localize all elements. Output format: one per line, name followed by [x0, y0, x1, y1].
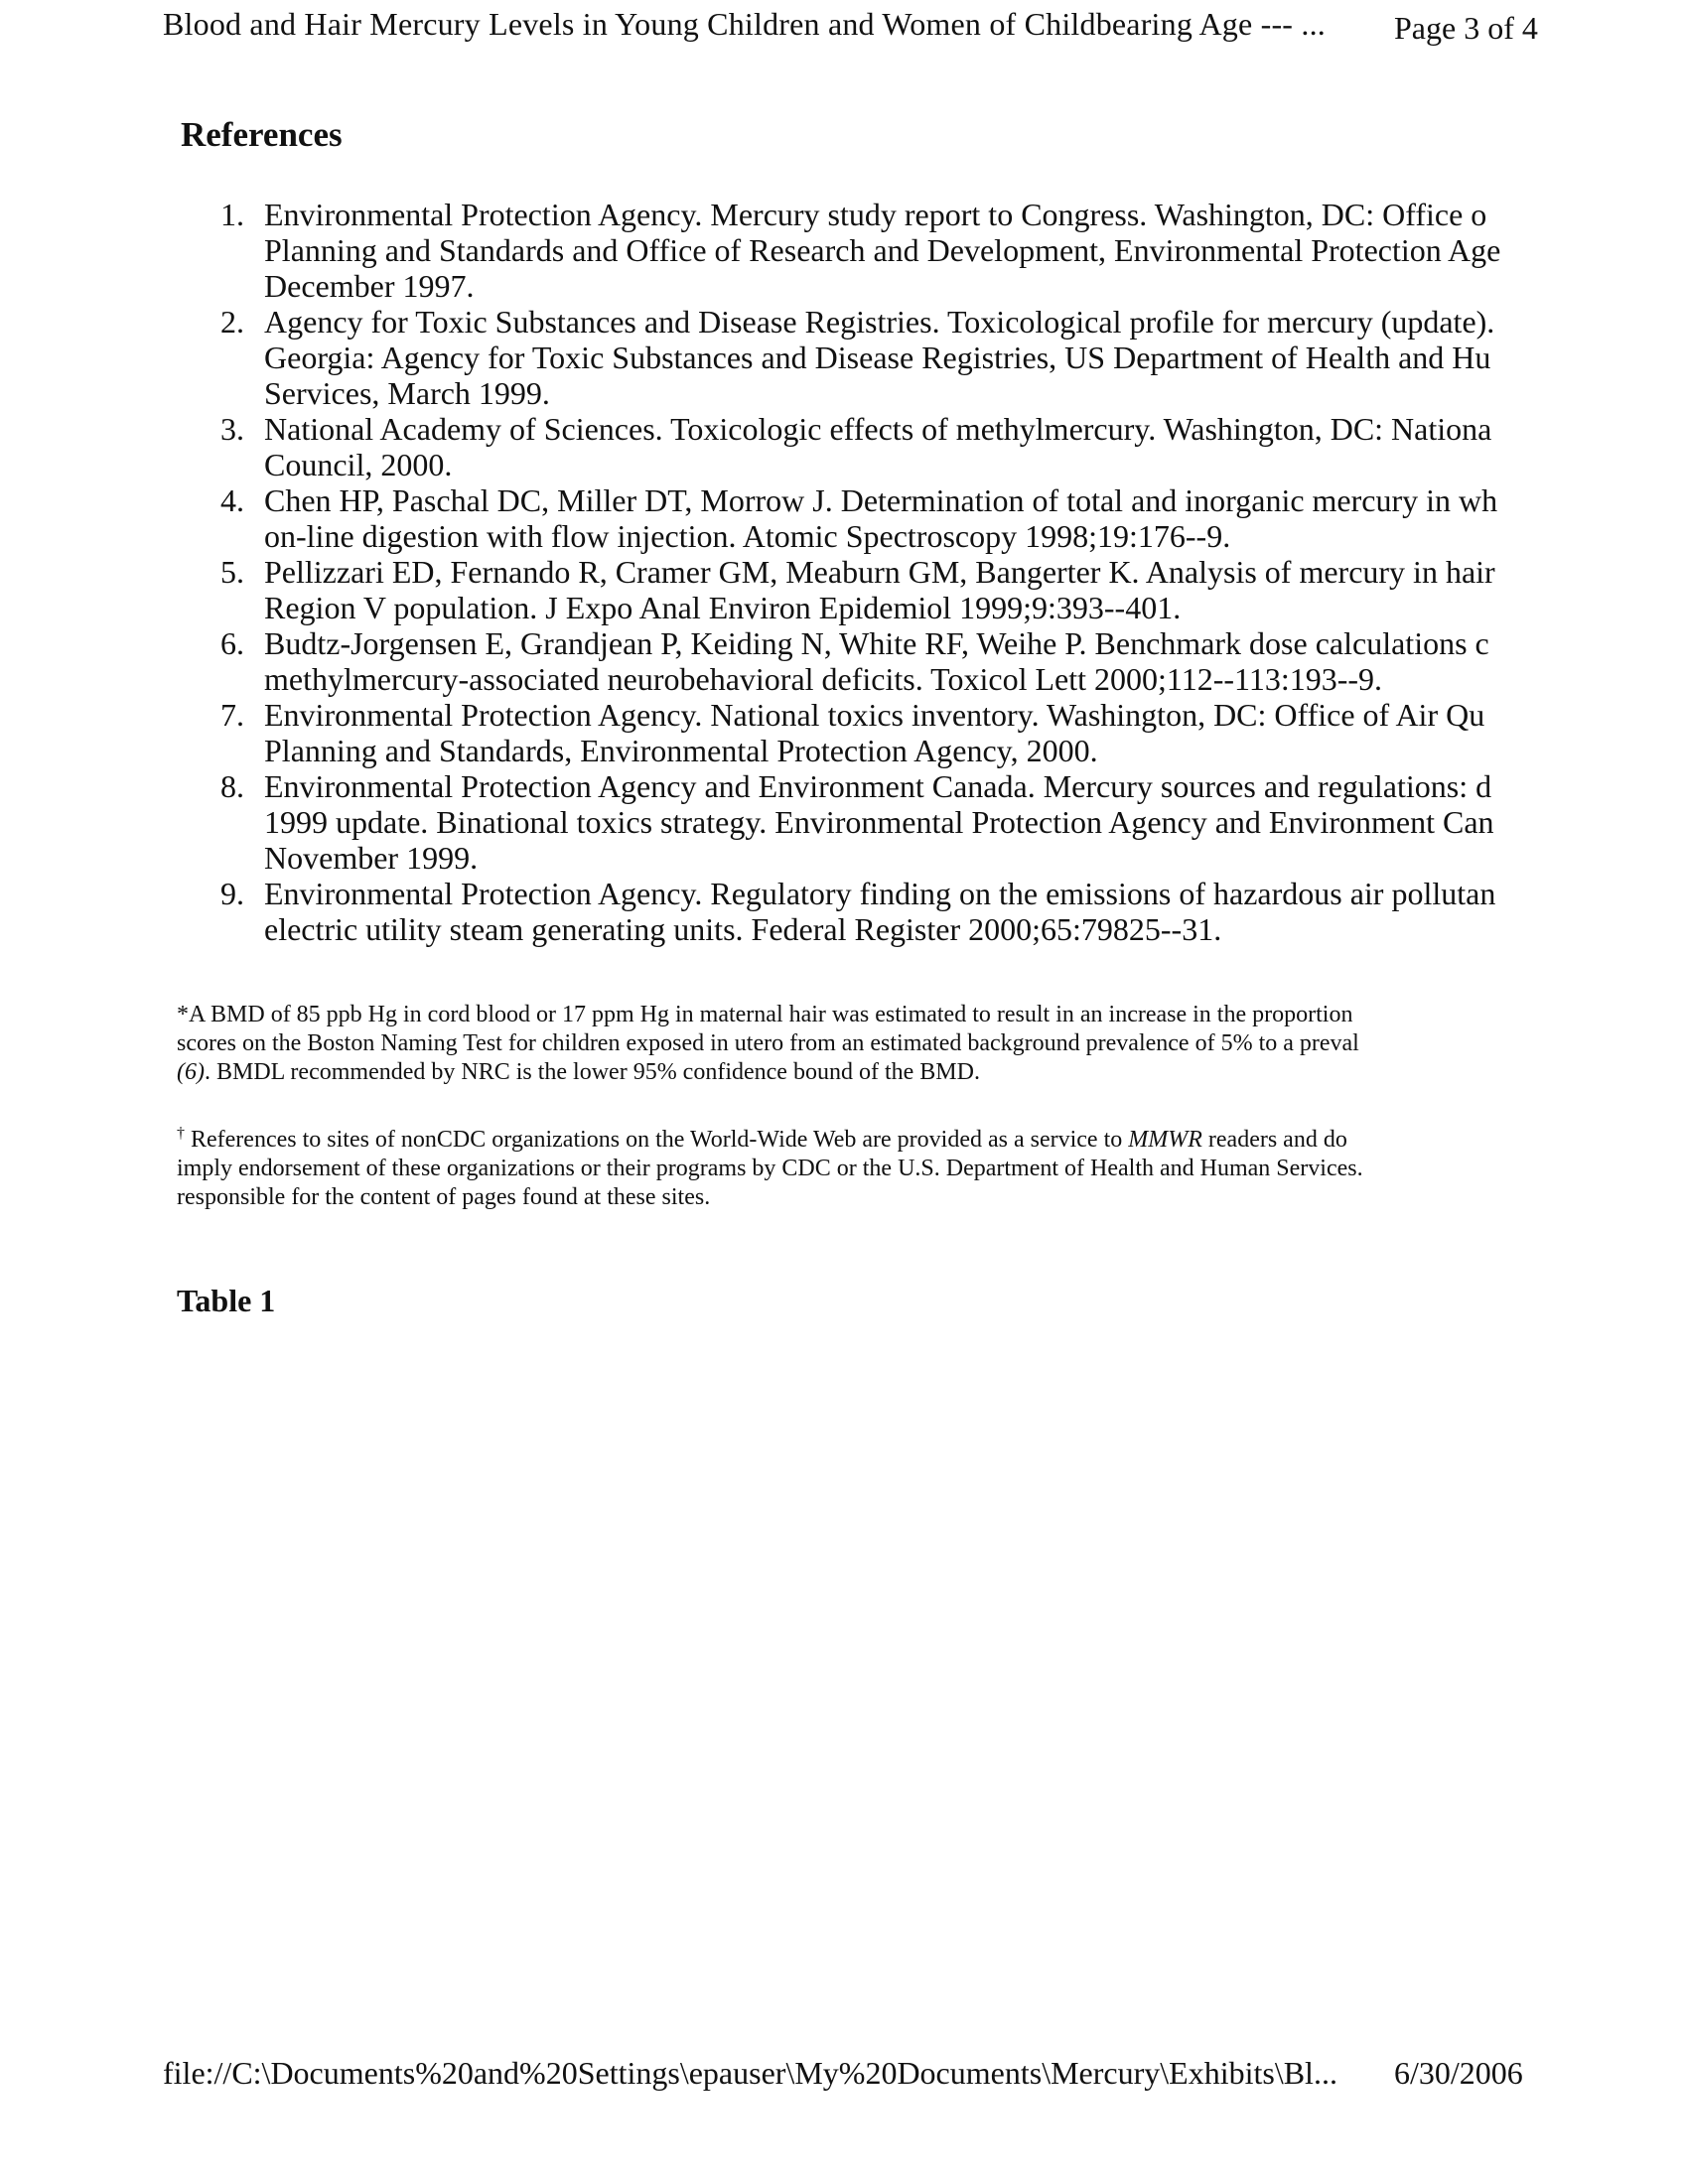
page-header-title: Blood and Hair Mercury Levels in Young Children and Women of Childbearing Age --- ... [163, 6, 1326, 42]
bmd-footnote-line-3-text: . BMDL recommended by NRC is the lower 95% confidence bound of the BMD. [204, 1059, 980, 1085]
reference-item [205, 697, 1535, 768]
links-footnote-line-1-pre: References to sites of nonCDC organizations on the World-Wide Web are provided as a service to [185, 1127, 1129, 1153]
dagger-symbol: † [177, 1126, 185, 1142]
reference-text-line: Environmental Protection Agency. Regulatory finding on the emissions of hazardous air pollutan [264, 876, 1496, 911]
reference-item [205, 411, 1535, 482]
reference-text-line: Region V population. J Expo Anal Environ Epidemiol 1999;9:393--401. [264, 590, 1182, 625]
external-links-footnote [177, 1126, 1535, 1212]
reference-text-line: on-line digestion with flow injection. Atomic Spectroscopy 1998;19:176--9. [264, 518, 1231, 554]
bmd-footnote-line-1: *A BMD of 85 ppb Hg in cord blood or 17 ppm Hg in maternal hair was estimated to result in an increase in the proportion [177, 1002, 1353, 1027]
citation-reference[interactable]: (6) [177, 1059, 205, 1085]
links-footnote-line-1 [177, 1126, 1535, 1155]
reference-item [205, 304, 1535, 411]
bmd-footnote-line-2: scores on the Boston Naming Test for children exposed in utero from an estimated background prevalence of 5% to a preval [177, 1030, 1359, 1056]
reference-number: 5. [220, 554, 244, 590]
reference-text-line: Budtz-Jorgensen E, Grandjean P, Keiding N, White RF, Weihe P. Benchmark dose calculations c [264, 625, 1489, 661]
bmd-footnote [177, 1001, 1535, 1087]
reference-item [205, 876, 1535, 947]
reference-text-line: Pellizzari ED, Fernando R, Cramer GM, Meaburn GM, Bangerter K. Analysis of mercury in hair [264, 554, 1495, 590]
reference-number: 9. [220, 876, 244, 911]
reference-text-line: Council, 2000. [264, 447, 453, 482]
reference-number: 4. [220, 482, 244, 518]
reference-text-line: Planning and Standards and Office of Research and Development, Environmental Protection Age [264, 232, 1501, 268]
reference-text-line: November 1999. [264, 840, 479, 876]
reference-text-line: Environmental Protection Agency. Mercury study report to Congress. Washington, DC: Office o [264, 197, 1487, 232]
reference-item [205, 768, 1535, 876]
page-number: Page 3 of 4 [1394, 10, 1538, 46]
reference-text-line: National Academy of Sciences. Toxicologic effects of methylmercury. Washington, DC: Nationa [264, 411, 1492, 447]
reference-text-line: Environmental Protection Agency. National toxics inventory. Washington, DC: Office of Air Qu [264, 697, 1485, 733]
reference-number: 8. [220, 768, 244, 804]
reference-text-line: Chen HP, Paschal DC, Miller DT, Morrow J. Determination of total and inorganic mercury in wh [264, 482, 1498, 518]
footer-date: 6/30/2006 [1394, 2055, 1523, 2091]
references-heading: References [181, 115, 343, 154]
table-1-heading: Table 1 [177, 1283, 276, 1318]
reference-text-line: electric utility steam generating units. Federal Register 2000;65:79825--31. [264, 911, 1222, 947]
reference-text-line: Georgia: Agency for Toxic Substances and Disease Registries, US Department of Health and Hu [264, 340, 1491, 375]
reference-number: 7. [220, 697, 244, 733]
reference-item [205, 197, 1535, 304]
reference-text-line: Agency for Toxic Substances and Disease Registries. Toxicological profile for mercury (update). [264, 304, 1495, 340]
bmd-footnote-line-3 [177, 1058, 1535, 1087]
links-footnote-line-1-post: readers and do [1201, 1127, 1347, 1153]
reference-item [205, 482, 1535, 554]
reference-text-line: 1999 update. Binational toxics strategy. Environmental Protection Agency and Environment Can [264, 804, 1494, 840]
links-footnote-line-3: responsible for the content of pages found at these sites. [177, 1184, 711, 1210]
reference-text-line: methylmercury-associated neurobehavioral deficits. Toxicol Lett 2000;112--113:193--9. [264, 661, 1383, 697]
references-list [205, 197, 1535, 947]
reference-text-line: Services, March 1999. [264, 375, 550, 411]
links-footnote-line-2: imply endorsement of these organizations or their programs by CDC or the U.S. Department of Health and Human Services. [177, 1156, 1363, 1181]
reference-text-line: Environmental Protection Agency and Environment Canada. Mercury sources and regulations: d [264, 768, 1492, 804]
footer-file-path: file://C:\Documents%20and%20Settings\epauser\My%20Documents\Mercury\Exhibits\Bl... [163, 2055, 1337, 2091]
reference-number: 2. [220, 304, 244, 340]
reference-number: 3. [220, 411, 244, 447]
reference-text-line: December 1997. [264, 268, 475, 304]
reference-number: 6. [220, 625, 244, 661]
reference-item [205, 554, 1535, 625]
reference-text-line: Planning and Standards, Environmental Protection Agency, 2000. [264, 733, 1098, 768]
mmwr-title: MMWR [1128, 1127, 1202, 1153]
reference-number: 1. [220, 197, 244, 232]
reference-item [205, 625, 1535, 697]
